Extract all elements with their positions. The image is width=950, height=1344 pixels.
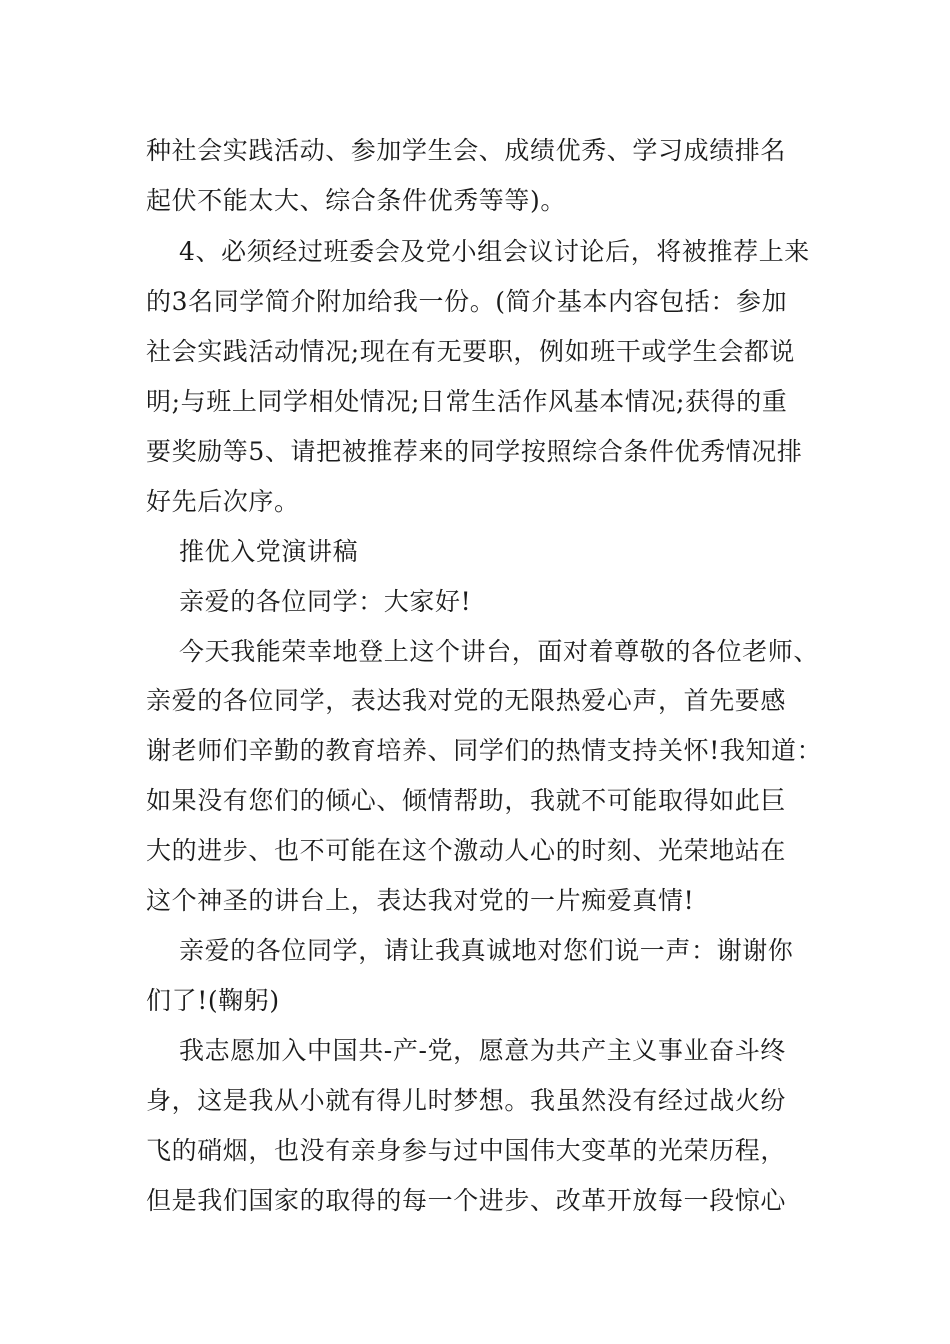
paragraph-line: 亲爱的各位同学，请让我真诚地对您们说一声：谢谢你 <box>179 936 794 965</box>
text-line: 这个神圣的讲台上，表达我对党的一片痴爱真情! <box>146 886 695 915</box>
text-line: 飞的硝烟，也没有亲身参与过中国伟大变革的光荣历程， <box>146 1136 787 1165</box>
paragraph-line: 我志愿加入中国共-产-党，愿意为共产主义事业奋斗终 <box>179 1036 786 1065</box>
text-line: 们了!(鞠躬) <box>146 986 280 1015</box>
text-line: 要奖励等5、请把被推荐来的同学按照综合条件优秀情况排 <box>146 437 803 466</box>
text-line: 起伏不能太大、综合条件优秀等等)。 <box>146 186 566 215</box>
speech-title: 推优入党演讲稿 <box>179 537 359 566</box>
text-line: 社会实践活动情况;现在有无要职，例如班干或学生会都说 <box>146 337 796 366</box>
text-line: 身，这是我从小就有得儿时梦想。我虽然没有经过战火纷 <box>146 1086 787 1115</box>
text-line: 好先后次序。 <box>146 487 300 516</box>
text-line: 谢老师们辛勤的教育培养、同学们的热情支持关怀!我知道： <box>146 736 823 765</box>
text-line: 种社会实践活动、参加学生会、成绩优秀、学习成绩排名 <box>146 136 787 165</box>
text-line: 明;与班上同学相处情况;日常生活作风基本情况;获得的重 <box>146 387 788 416</box>
paragraph-line: 4、必须经过班委会及党小组会议讨论后，将被推荐上来 <box>179 237 810 266</box>
text-line: 大的进步、也不可能在这个激动人心的时刻、光荣地站在 <box>146 836 787 865</box>
text-line: 亲爱的各位同学，表达我对党的无限热爱心声，首先要感 <box>146 686 787 715</box>
text-line: 的3名同学简介附加给我一份。(简介基本内容包括：参加 <box>146 287 788 316</box>
paragraph-line: 今天我能荣幸地登上这个讲台，面对着尊敬的各位老师、 <box>179 637 820 666</box>
greeting-line: 亲爱的各位同学：大家好! <box>179 587 472 616</box>
text-line: 但是我们国家的取得的每一个进步、改革开放每一段惊心 <box>146 1186 787 1215</box>
text-line: 如果没有您们的倾心、倾情帮助，我就不可能取得如此巨 <box>146 786 787 815</box>
